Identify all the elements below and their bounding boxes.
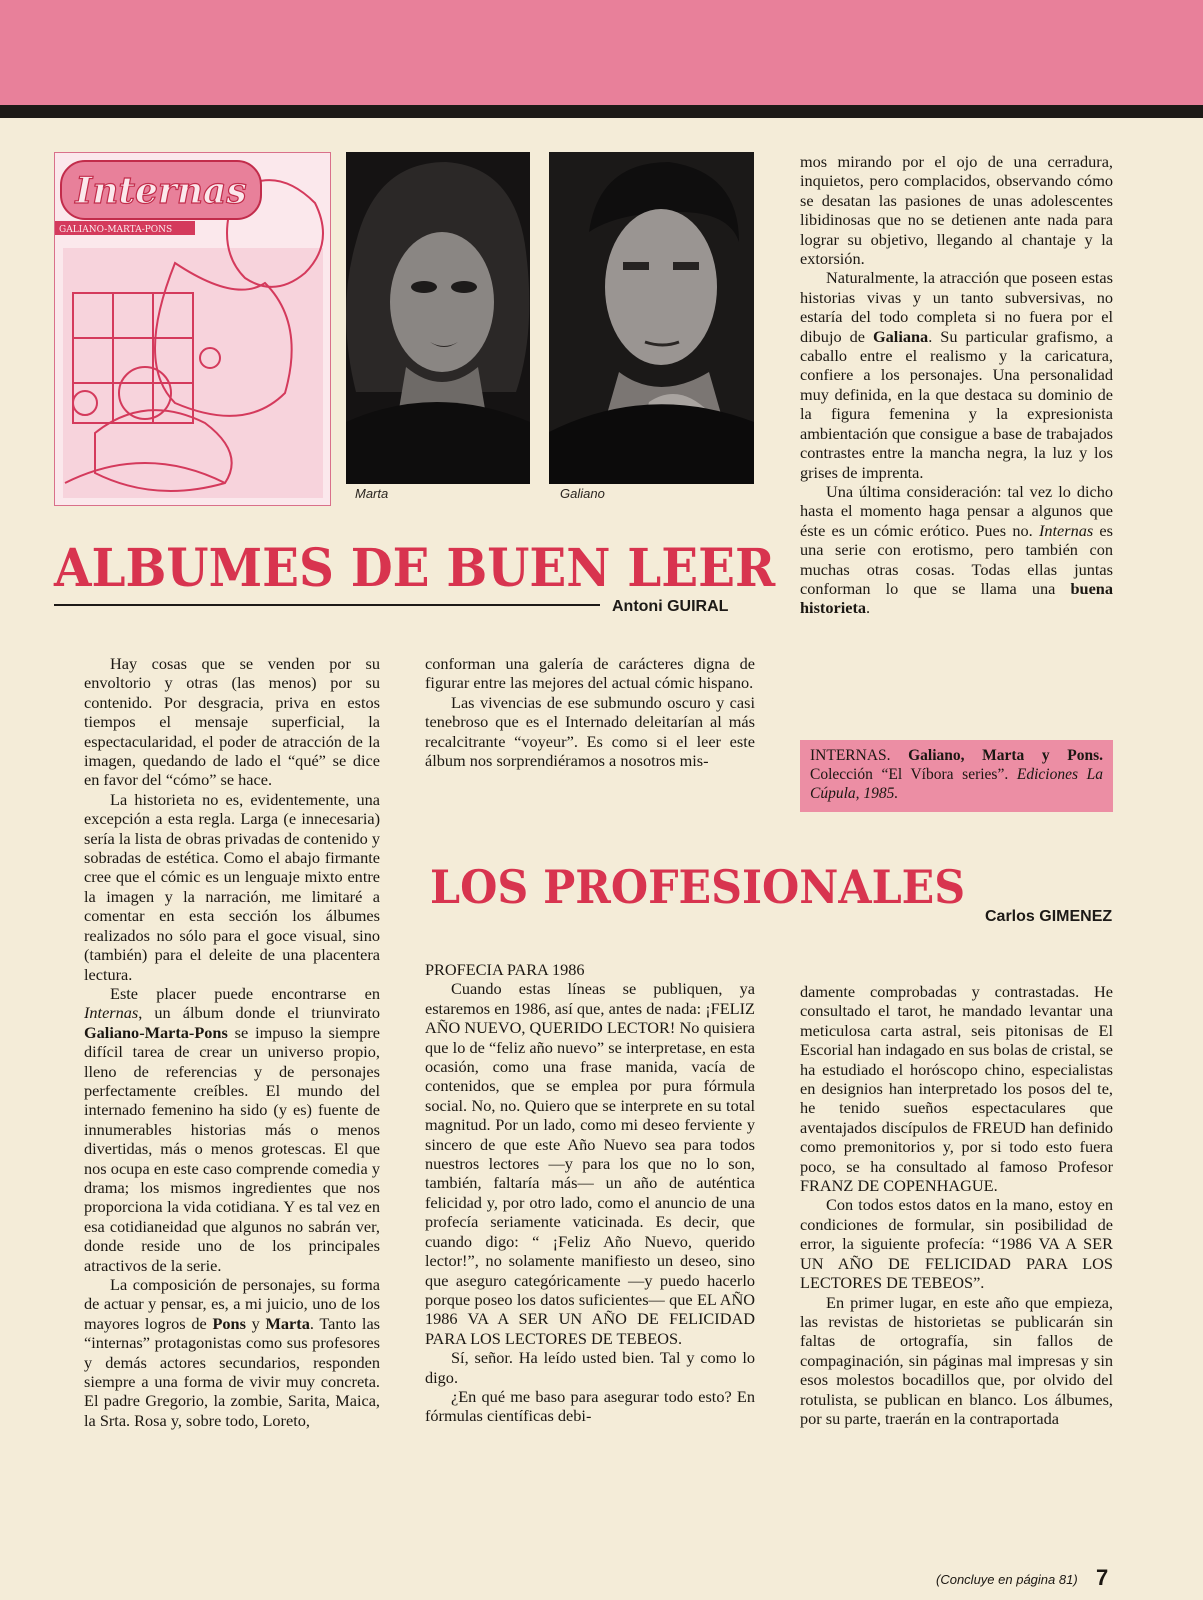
article2-title: LOS PROFESIONALES [430, 860, 966, 914]
top-color-band [0, 0, 1203, 105]
article1-col3-paragraph: Una última consideración: tal vez lo dicho hasta el momento haga pensar a algunos que éste es un cómic erótico. Pues no. Internas es una serie con erotismo, pero también con muchas otras cosas. Todas ellas juntas conforman lo que se llama una buena historieta. [800, 481, 1113, 618]
album-cover-image [54, 152, 331, 506]
article1-col1-paragraph: Hay cosas que se venden por su envoltorio y otras (las menos) por su contenido. Por desgracia, priva en estos tiempos el mensaje superficial, la espectacularidad, el poder de atracción de la imagen, quedando de lado el “qué” se dice en favor del “cómo” se hace. [84, 654, 380, 790]
top-rule [0, 105, 1203, 118]
article1-infobox: INTERNAS. Galiano, Marta y Pons. Colección “El Víbora series”. Ediciones La Cúpula, 1985. [800, 740, 1113, 812]
continued-note: (Concluye en página 81) [936, 1572, 1078, 1587]
article2-col2-paragraph: Cuando estas líneas se publiquen, ya estaremos en 1986, así que, antes de nada: ¡FELIZ AÑO NUEVO, QUERIDO LECTOR! No quisiera que lo de “feliz año nuevo” se interpretase, en esta ocasión, como una frase manida, vacía de contenidos, que se emplea por pura fórmula social. No, no. Quiero que se interprete en su total magnitud. Por un lado, como mi deseo ferviente y sincero de que este Año Nuevo sea para todos nuestros lectores —y para los que no lo son, también, faltaría más— un año de auténtica felicidad y, por otro lado, como el anuncio de una profecía seriamente vaticinada. Es decir, que cuando digo: “ ¡Feliz Año Nuevo, querido lector!”, no solamente manifiesto un deseo, sino que aseguro categóricamente —y puedo hacerlo porque poseo los datos suficientes— que EL AÑO 1986 VA A SER UN AÑO DE FELICIDAD PARA LOS LECTORES DE TEBEOS. [425, 979, 755, 1348]
article2-col3-paragraph: damente comprobadas y contrastadas. He consultado el tarot, he mandado levantar una meticulosa carta astral, seis pitonisas de El Escorial han indagado en sus bolas de cristal, se ha estudiado el horóscopo chino, especialistas en designios han interpretado los posos del te, he tenido sueños espectaculares que aventajados discípulos de FREUD han definido como premonitorios y, por si todo esto fuera poco, se ha consultado al famoso Profesor FRANZ DE COPENHAGUE. [800, 982, 1113, 1196]
galiano-caption: Galiano [560, 486, 605, 501]
page-number: 7 [1096, 1565, 1109, 1590]
article2-column-3 [800, 982, 1113, 1428]
article1-col2-paragraph: Las vivencias de ese submundo oscuro y casi tenebroso que es el Internado deleitarían al más recalcitrante “voyeur”. Es como si el leer este álbum nos sorprendiéramos a nosotros mis- [425, 692, 755, 771]
article2-column-2 [425, 979, 755, 1425]
article2-col3-paragraph: Con todos estos datos en la mano, estoy en condiciones de formular, sin posibilidad de error, la siguiente profecía: “1986 VA A SER UN AÑO DE FELICIDAD PARA LOS LECTORES DE TEBEOS”. [800, 1195, 1113, 1293]
article1-column-1 [84, 654, 380, 1430]
article1-rule [54, 604, 600, 606]
article2-col3-paragraph: En primer lugar, en este año que empieza, las revistas de historietas se publicarán sin faltas de ortografía, sin fallos de compaginación, sin páginas mal impresas y sin esos molestos bocadillos que, por olvido del rotulista, se publican en blanco. Los álbumes, por su parte, traerán en la contraportada [800, 1292, 1113, 1428]
marta-caption: Marta [355, 486, 389, 501]
article1-title: ALBUMES DE BUEN LEER [54, 538, 776, 599]
galiano-photo [549, 152, 754, 484]
marta-photo [346, 152, 530, 484]
article1-column-2 [425, 654, 755, 770]
cover-title: Internas [75, 170, 247, 212]
article1-col1-paragraph: La historieta no es, evidentemente, una excepción a esta regla. Larga (e innecesaria) sería la lista de obras privadas de contenido y sobradas de estética. Como el abajo firmante cree que el cómic es un lenguaje mixto entre la imagen y la narración, me limitaré a comentar en esta sección los álbumes realizados no sólo para el goce visual, sino (también) para el deleite de una placentera lectura. [84, 789, 380, 984]
article1-col1-paragraph: Este placer puede encontrarse en Internas, un álbum donde el triunvirato Galiano-Marta-Pons se impuso la siempre difícil tarea de crear un universo propio, lleno de referencias y de personajes perfectamente creíbles. El mundo del internado femenino ha sido (y es) fuente de innumerables historias más o menos divertidas, más o menos grotescas. El que nos ocupa en este caso comprende comedia y drama; los mismos ingredientes que nos proporciona la vida cotidiana. Y es tal vez en esa cotidianeidad que algunos no sabrán ver, donde reside uno de los principales atractivos de la serie. [84, 983, 380, 1275]
article1-column-3 [800, 152, 1113, 618]
article1-author: Antoni GUIRAL [612, 598, 729, 615]
article2-column-2-wrapper [425, 960, 755, 1426]
article1-col3-paragraph: Naturalmente, la atracción que poseen estas historias vivas y un tanto subversivas, no estaría del todo completa si no fuera por el dibujo de Galiana. Su particular grafismo, a caballo entre el realismo y la caricatura, confiere a los personajes. Una personalidad muy definida, en la que destaca su dominio de la figura femenina y la expresionista ambientación que consigue a base de trabajados contrastes entre la mancha negra, la luz y los grises de imprenta. [800, 268, 1113, 482]
article1-col1-paragraph: La composición de personajes, su forma de actuar y pensar, es, a mi juicio, uno de los mayores logros de Pons y Marta. Tanto las “internas” protagonistas como sus profesores y demás actores secundarios, responden siempre a una forma de vivir muy concreta. El padre Gregorio, la zombie, Sarita, Maica, la Srta. Rosa y, sobre todo, Loreto, [84, 1275, 381, 1430]
article2-col2-paragraph: ¿En qué me baso para asegurar todo esto? En fórmulas científicas debi- [425, 1386, 755, 1426]
article2-subtitle: PROFECIA PARA 1986 [425, 960, 585, 979]
article1-col2-paragraph: conforman una galería de carácteres digna de figurar entre las mejores del actual cómic hispano. [425, 654, 755, 693]
cover-authors: GALIANO-MARTA-PONS [59, 225, 173, 235]
article2-col2-paragraph: Sí, señor. Ha leído usted bien. Tal y como lo digo. [425, 1348, 755, 1387]
article1-col3-paragraph: mos mirando por el ojo de una cerradura, inquietos, pero complacidos, observando cómo se desatan las pasiones de unas adolescentes libidinosas que no se detienen ante nada para lograr su objetivo, llegando al chantaje y la extorsión. [800, 152, 1113, 269]
article2-author: Carlos GIMENEZ [985, 908, 1113, 925]
